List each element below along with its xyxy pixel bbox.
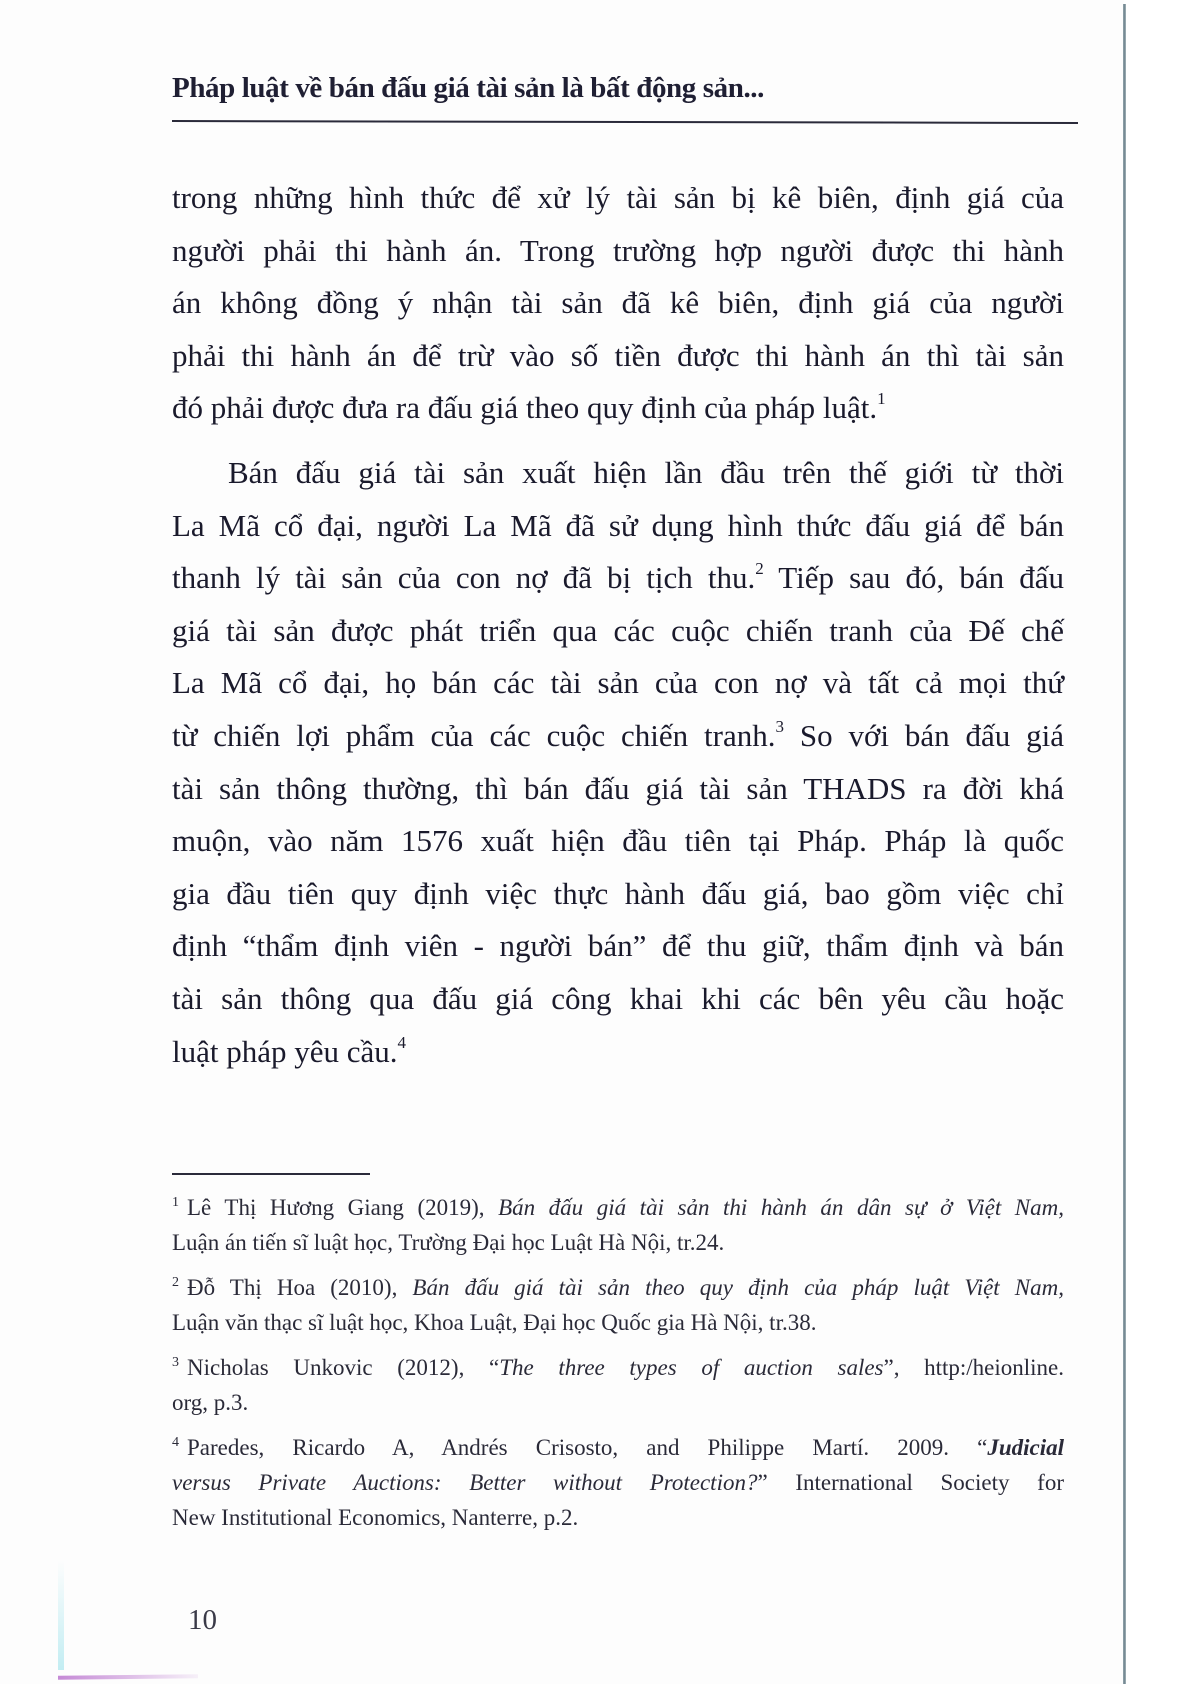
footnote-line: New Institutional Economics, Nanterre, p.2. <box>172 1505 579 1530</box>
footnote-number: 2 <box>172 1275 179 1290</box>
footnote-line <box>172 1430 1064 1465</box>
footnote-line <box>172 1190 1064 1225</box>
paragraph-1 <box>172 172 1064 435</box>
text-segment: từ chiến lợi phẩm của các cuộc chiến tranh. <box>172 717 776 753</box>
footnote-title: versus Private Auctions: Better without Protection? <box>172 1470 758 1495</box>
text-segment: đó phải được đưa ra đấu giá theo quy định của pháp luật. <box>172 390 878 426</box>
text-line <box>172 552 1064 605</box>
footnote-ref-4[interactable]: 4 <box>397 1032 407 1052</box>
text-segment: thanh lý tài sản của con nợ đã bị tịch thu. <box>172 560 756 596</box>
text-line: người phải thi hành án. Trong trường hợp người được thi hành <box>172 232 1064 268</box>
text-line: La Mã cổ đại, họ bán các tài sản của con nợ và tất cả mọi thứ <box>172 665 1064 701</box>
footnote-3 <box>172 1350 1064 1420</box>
text-line: La Mã cổ đại, người La Mã đã sử dụng hình thức đấu giá để bán <box>172 507 1064 543</box>
footnote-link[interactable]: ”, http:/heionline. <box>883 1355 1065 1380</box>
text-line <box>172 382 1064 435</box>
text-line: gia đầu tiên quy định việc thực hành đấu giá, bao gồm việc chỉ <box>172 875 1064 911</box>
scan-artifact <box>58 1560 64 1670</box>
footnote-publisher: ” International Society for <box>757 1470 1064 1495</box>
text-line <box>172 1026 1064 1079</box>
text-line: trong những hình thức để xử lý tài sản bị kê biên, định giá của <box>172 180 1064 215</box>
text-line: án không đồng ý nhận tài sản đã kê biên, định giá của người <box>172 285 1064 321</box>
footnote-ref-1[interactable]: 1 <box>877 389 886 409</box>
text-line <box>172 447 1064 500</box>
running-header: Pháp luật về bán đấu giá tài sản là bất động sản... <box>172 72 764 104</box>
footnote-4 <box>172 1430 1064 1535</box>
footnote-title: Bán đấu giá tài sản thi hành án dân sự ở Việt Nam, <box>498 1195 1064 1220</box>
footnote-number: 4 <box>172 1435 179 1450</box>
footnote-title: Judicial <box>987 1435 1064 1460</box>
text-line: phải thi hành án để trừ vào số tiền được thi hành án thì tài sản <box>172 337 1064 373</box>
footnote-number: 3 <box>172 1355 179 1370</box>
footnote-title: Bán đấu giá tài sản theo quy định của pháp luật Việt Nam, <box>412 1275 1064 1300</box>
footnote-line: Luận án tiến sĩ luật học, Trường Đại học Luật Hà Nội, tr.24. <box>172 1230 725 1255</box>
text-line: định “thẩm định viên - người bán” để thu giữ, thẩm định và bán <box>172 928 1064 964</box>
footnote-2 <box>172 1270 1064 1340</box>
footnote-title: The three types of auction sales <box>499 1355 884 1380</box>
paragraph-2 <box>172 447 1064 1078</box>
footnote-author: Lê Thị Hương Giang (2019), <box>187 1195 499 1220</box>
footnote-author: Đỗ Thị Hoa (2010), <box>187 1275 413 1300</box>
text-line <box>172 710 1064 763</box>
footnote-line <box>172 1465 1064 1500</box>
footnote-separator <box>172 1173 370 1175</box>
page-edge <box>1123 4 1126 1684</box>
page-number: 10 <box>188 1604 217 1636</box>
text-segment: luật pháp yêu cầu. <box>172 1033 398 1069</box>
body-text <box>172 172 1064 1078</box>
footnote-ref-2[interactable]: 2 <box>755 559 764 579</box>
footnote-ref-3[interactable]: 3 <box>775 716 784 736</box>
footnote-line <box>172 1270 1064 1305</box>
footnote-1 <box>172 1190 1064 1260</box>
text-segment: Tiếp sau đó, bán đấu <box>763 560 1065 596</box>
footnote-author: Paredes, Ricardo A, Andrés Crisosto, and Philippe Martí. 2009. “ <box>187 1435 988 1460</box>
footnotes <box>172 1190 1064 1545</box>
footnote-number: 1 <box>172 1195 179 1210</box>
footnote-line: org, p.3. <box>172 1390 249 1415</box>
footnote-line: Luận văn thạc sĩ luật học, Khoa Luật, Đại học Quốc gia Hà Nội, tr.38. <box>172 1310 817 1335</box>
header-rule <box>172 120 1078 124</box>
text-line: tài sản thông thường, thì bán đấu giá tài sản THADS ra đời khá <box>172 770 1064 806</box>
scan-artifact <box>58 1674 198 1679</box>
footnote-line <box>172 1350 1064 1385</box>
footnote-author: Nicholas Unkovic (2012), “ <box>187 1355 500 1380</box>
text-segment: Bán đấu giá tài sản xuất hiện lần đầu trên thế giới từ thời <box>228 454 1064 490</box>
text-line: giá tài sản được phát triển qua các cuộc chiến tranh của Đế chế <box>172 612 1064 648</box>
text-line: tài sản thông qua đấu giá công khai khi các bên yêu cầu hoặc <box>172 980 1064 1016</box>
text-line: muộn, vào năm 1576 xuất hiện đầu tiên tại Pháp. Pháp là quốc <box>172 823 1064 859</box>
text-segment: So với bán đấu giá <box>783 717 1064 753</box>
